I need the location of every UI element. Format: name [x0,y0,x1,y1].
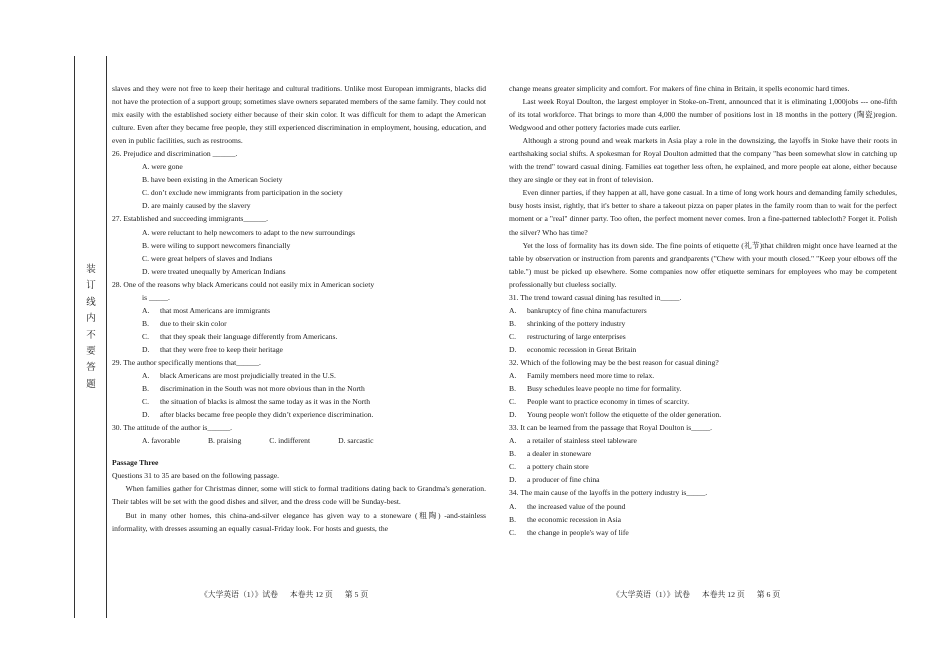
option: C. the situation of blacks is almost the same today as it was in the North [142,397,371,407]
option: D. sarcastic [338,436,374,446]
option: D. Young people won't follow the etiquette of the older generation. [509,410,722,420]
option: C. indifferent [269,436,311,446]
option: D. economic recession in Great Britain [509,344,637,354]
option: A. Family members need more time to relax. [509,371,655,381]
option: A. favorable [142,436,180,446]
option: C. the change in people's way of life [509,527,629,537]
footer-page: 第 5 页 [344,590,369,599]
option: A. were reluctant to help newcomers to adapt to the new surroundings [142,227,355,237]
footer-title: 《大学英语（1）》试卷 [612,590,690,599]
option: C. were great helpers of slaves and Indians [142,253,273,263]
option: B. Busy schedules leave people no time for formality. [509,384,682,394]
paragraph: When families gather for Christmas dinner, some will stick to formal traditions dating back to Grandma's generation. Their tables will be set with the good dishes and silver, and the dress code will be Sunday-best. [112,484,486,507]
option: A. bankruptcy of fine china manufacturers [509,305,647,315]
option: B. were wiling to support newcomers financially [142,240,291,250]
option: C. a pottery chain store [509,462,589,472]
binding-char: 订 [86,281,96,292]
paragraph: Even dinner parties, if they happen at all, have gone casual. In a time of long work hours and demanding family schedules, busy hosts insist, rightly, that it's better to share a takeout pizza on paper plates in the family room than to wait for the perfect moment or a "real" dinner party. Too often, the perfect moment never comes. Iron a fine-patterned tablecloth? Forget it. Polish the silver? Who has time? [509,188,897,237]
paragraph: Last week Royal Doulton, the largest employer in Stoke-on-Trent, announced that it is eliminating 1,000jobs --- one-fifth of its total workforce. That brings to more than 4,000 the number of positions lost in 18 months in the pottery (陶瓷)region. Wedgwood and other pottery factories made cuts earlier. [509,97,897,133]
option: D. that they were free to keep their heritage [142,344,283,354]
footer-total: 本卷共 12 页 [701,590,745,599]
question-27: 27. Established and succeeding immigrants______. [112,214,269,224]
option: C. People want to practice economy in times of scarcity. [509,397,690,407]
binding-char: 线 [86,297,96,308]
binding-char: 装 [86,265,96,275]
question-30-options [112,434,486,447]
paragraph: change means greater simplicity and comfort. For makers of fine china in Britain, it spells economic hard times. [509,84,850,93]
page-footer-left [200,589,378,600]
option: B. the economic recession in Asia [509,514,622,524]
question-30: 30. The attitude of the author is______. [112,423,233,433]
question-34: 34. The main cause of the layoffs in the pottery industry is_____. [509,488,708,498]
question-32: 32. Which of the following may be the best reason for casual dining? [509,357,719,367]
binding-notice [84,262,98,393]
question-28-cont: is _____. [142,292,170,302]
question-26: 26. Prejudice and discrimination ______. [112,149,238,159]
option: D. are mainly caused by the slavery [142,201,251,211]
option: B. discrimination in the South was not more obvious than in the North [142,384,365,394]
right-page [509,82,897,539]
option: A. the increased value of the pound [509,501,626,511]
footer-total: 本卷共 12 页 [289,590,333,599]
option: C. restructuring of large enterprises [509,331,626,341]
option: A. a retailer of stainless steel tableware [509,436,637,446]
paragraph: But in many other homes, this china-and-silver elegance has given way to a stoneware (粗陶) -and-stainless informality, with dresses assuming an equally casual-Friday look. For hosts and guests, the [112,510,486,533]
option: D. a producer of fine china [509,475,600,485]
footer-title: 《大学英语（1）》试卷 [200,590,278,599]
question-33: 33. It can be learned from the passage that Royal Doulton is_____. [509,423,713,433]
passage-heading: Passage Three [112,458,159,468]
passage-intro: Questions 31 to 35 are based on the following passage. [112,471,280,481]
left-page [112,82,486,535]
option: A. that most Americans are immigrants [142,305,271,315]
paragraph: slaves and they were not free to keep their heritage and cultural traditions. Unlike most European immigrants, blacks did not have the protection of a support group; sometimes slave owners separated members of the same family. They could not mix easily with the established society either because of their skin color. It was difficult for them to adapt the American culture. Even after they became free people, they still experienced discrimination in employment, housing, education, and even in public facilities, such as restrooms. [112,84,486,146]
option: B. a dealer in stoneware [509,449,592,459]
question-29: 29. The author specifically mentions that______. [112,357,261,367]
option: C. that they speak their language differently from Americans. [142,331,338,341]
paragraph: Yet the loss of formality has its down side. The fine points of etiquette (礼节)that children might once have learned at the table by observation or instruction from parents and grandparents ("Chew with your mouth closed." "Keep your elbows off the table.") must be picked up elsewhere. Some companies now offer etiquette seminars for employees who may be competent professionally but clueless socially. [509,240,897,289]
option: D. after blacks became free people they didn’t experience discrimination. [142,410,374,420]
option: D. were treated unequally by American Indians [142,266,286,276]
option: B. due to their skin color [142,318,227,328]
option: B. shrinking of the pottery industry [509,318,626,328]
option: C. don’t exclude new immigrants from participation in the society [142,188,343,198]
page-footer-right [612,589,790,600]
binding-line-inner [106,56,107,618]
binding-line-outer [74,56,75,618]
binding-char: 内 [86,314,96,325]
binding-char: 不 [86,330,96,341]
question-31: 31. The trend toward casual dining has resulted in_____. [509,292,682,302]
binding-char: 答 [86,363,96,374]
paragraph: Although a strong pound and weak markets in Asia play a role in the downsizing, the layoffs in Stoke have their roots in earthshaking social shifts. A spokesman for Royal Doulton admitted that the company "has been somewhat slow in catching up with the trend" toward casual dining. Families eat together less often, he explained, and more people eat alone, either because they are single or they eat in front of television. [509,136,897,185]
option: A. black Americans are most prejudicially treated in the U.S. [142,371,336,381]
question-28: 28. One of the reasons why black Americans could not easily mix in American society [112,279,375,289]
option: B. have been existing in the American Society [142,175,283,185]
binding-char: 要 [86,347,96,358]
binding-char: 题 [86,379,96,390]
footer-page: 第 6 页 [756,590,781,599]
option: B. praising [207,436,242,446]
option: A. were gone [142,162,183,172]
